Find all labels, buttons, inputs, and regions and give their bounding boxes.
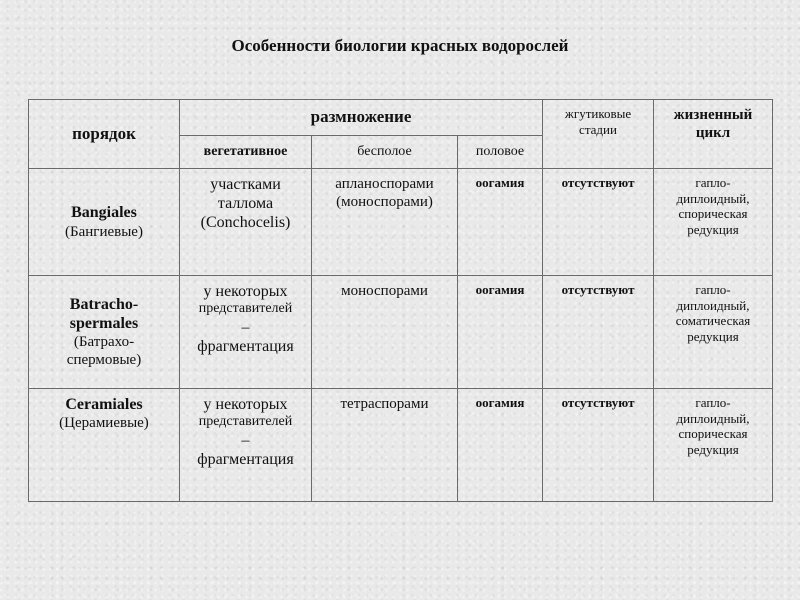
flagellar-cell: отсутствуют bbox=[543, 169, 654, 276]
sexual-cell: оогамия bbox=[458, 169, 543, 276]
order-russian: (Бангиевые) bbox=[65, 223, 143, 240]
vegetative-line: таллома bbox=[217, 195, 274, 213]
table-row bbox=[29, 276, 773, 389]
vegetative-line: представителей bbox=[198, 414, 293, 430]
header-flagellar-stages bbox=[543, 100, 654, 169]
header-order: порядок bbox=[29, 100, 180, 169]
vegetative-line: фрагментация bbox=[197, 338, 294, 356]
life-line: редукция bbox=[687, 441, 739, 457]
table-row bbox=[29, 389, 773, 502]
life-line: редукция bbox=[687, 328, 739, 344]
asexual-cell: моноспорами bbox=[312, 276, 458, 389]
flagellar-cell: отсутствуют bbox=[543, 276, 654, 389]
order-cell bbox=[29, 169, 180, 276]
asexual-line: апланоспорами bbox=[335, 176, 434, 192]
header-reproduction: размножение bbox=[180, 100, 543, 136]
sexual-cell: оогамия bbox=[458, 389, 543, 502]
header-vegetative: вегетативное bbox=[180, 136, 312, 169]
order-latin: Batracho- bbox=[69, 295, 139, 313]
life-line: спорическая bbox=[678, 206, 748, 222]
order-latin: spermales bbox=[69, 315, 139, 332]
order-latin: Ceramiales bbox=[65, 396, 143, 413]
flagellar-cell: отсутствуют bbox=[543, 389, 654, 502]
vegetative-line: представителей bbox=[198, 301, 293, 317]
order-latin: Bangiales bbox=[71, 204, 137, 222]
order-cell bbox=[29, 389, 180, 502]
vegetative-line: у некоторых bbox=[203, 283, 288, 300]
life-line: соматическая bbox=[675, 313, 751, 329]
asexual-cell: тетраспорами bbox=[312, 389, 458, 502]
life-cycle-cell bbox=[654, 276, 773, 389]
life-line: гапло- bbox=[695, 395, 731, 410]
header-life-cycle bbox=[654, 100, 773, 169]
biology-table bbox=[28, 99, 773, 502]
asexual-cell bbox=[312, 169, 458, 276]
vegetative-line: фрагментация bbox=[197, 451, 294, 469]
header-flagellar-line1: жгутиковые bbox=[564, 106, 632, 121]
vegetative-cell bbox=[180, 169, 312, 276]
life-line: диплоидный, bbox=[676, 410, 750, 426]
vegetative-line: участками bbox=[210, 176, 281, 193]
table-row bbox=[29, 169, 773, 276]
vegetative-cell bbox=[180, 276, 312, 389]
life-line: диплоидный, bbox=[676, 297, 750, 313]
life-line: спорическая bbox=[678, 426, 748, 442]
life-line: редукция bbox=[687, 221, 739, 237]
vegetative-line: у некоторых bbox=[203, 396, 288, 413]
sexual-cell: оогамия bbox=[458, 276, 543, 389]
header-sexual: половое bbox=[458, 136, 543, 169]
header-life-line1: жизненный bbox=[673, 107, 753, 123]
vegetative-line: (Conchocelis) bbox=[200, 214, 291, 232]
life-line: гапло- bbox=[695, 282, 731, 297]
header-flagellar-line2: стадии bbox=[579, 121, 617, 137]
life-line: диплоидный, bbox=[676, 190, 750, 206]
order-cell bbox=[29, 276, 180, 389]
life-cycle-cell bbox=[654, 169, 773, 276]
order-russian: (Церамиевые) bbox=[59, 415, 149, 432]
header-asexual: бесполое bbox=[312, 136, 458, 169]
vegetative-line: – bbox=[241, 431, 250, 449]
page-title: Особенности биологии красных водорослей bbox=[231, 36, 569, 55]
order-russian: спермовые) bbox=[66, 352, 142, 369]
vegetative-line: – bbox=[241, 318, 250, 336]
asexual-line: (моноспорами) bbox=[336, 194, 433, 210]
vegetative-cell bbox=[180, 389, 312, 502]
header-life-line2: цикл bbox=[695, 125, 731, 141]
life-line: гапло- bbox=[695, 175, 731, 190]
order-russian: (Батрахо- bbox=[73, 334, 135, 351]
life-cycle-cell bbox=[654, 389, 773, 502]
